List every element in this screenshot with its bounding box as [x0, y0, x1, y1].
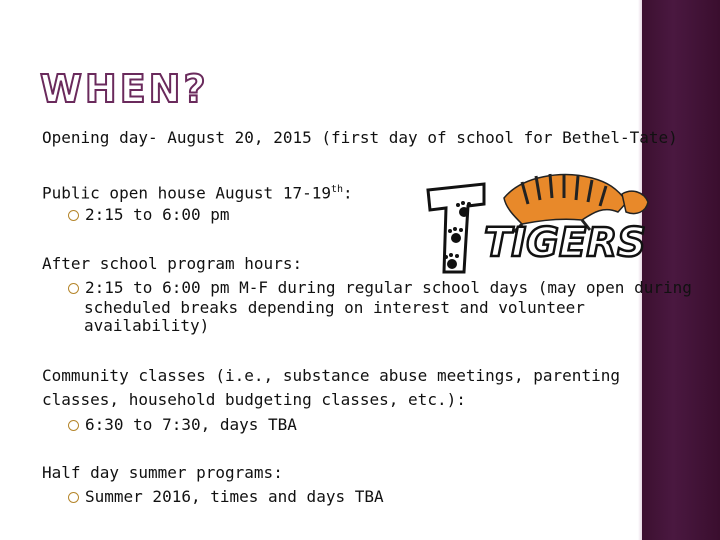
community-time: 6:30 to 7:30, days TBA [85, 415, 297, 434]
open-house-time-item [68, 205, 230, 225]
after-school-label: After school program hours: [42, 254, 303, 273]
bullet-icon [68, 283, 79, 294]
slide-title: WHEN? [40, 67, 209, 111]
community-line1: Community classes (i.e., substance abuse meetings, parenting [42, 366, 620, 385]
bullet-icon [68, 492, 79, 503]
after-school-line3: availability) [84, 316, 210, 335]
after-school-line2: scheduled breaks depending on interest and volunteer [84, 298, 585, 317]
decorative-sidebar [642, 0, 720, 540]
tigers-logo [422, 168, 652, 278]
open-house-label-end: : [343, 183, 353, 203]
bullet-icon [68, 420, 79, 431]
open-house-label-main: Public open house August 17-19 [42, 183, 331, 203]
community-time-item [68, 415, 297, 435]
after-school-line1: 2:15 to 6:00 pm M-F during regular school days (may open during [85, 278, 692, 297]
open-house-time: 2:15 to 6:00 pm [85, 205, 230, 224]
bullet-icon [68, 210, 79, 221]
logo-text: TIGERS [484, 220, 646, 266]
open-house-label [42, 180, 353, 203]
open-house-label-sup: th [330, 184, 344, 195]
community-line2: classes, household budgeting classes, etc.): [42, 390, 466, 409]
summer-label: Half day summer programs: [42, 463, 283, 482]
after-school-item [68, 278, 692, 298]
summer-time-item [68, 487, 384, 507]
summer-item: Summer 2016, times and days TBA [85, 487, 384, 506]
opening-day-text: Opening day- August 20, 2015 (first day of school for Bethel-Tate) [42, 128, 678, 147]
